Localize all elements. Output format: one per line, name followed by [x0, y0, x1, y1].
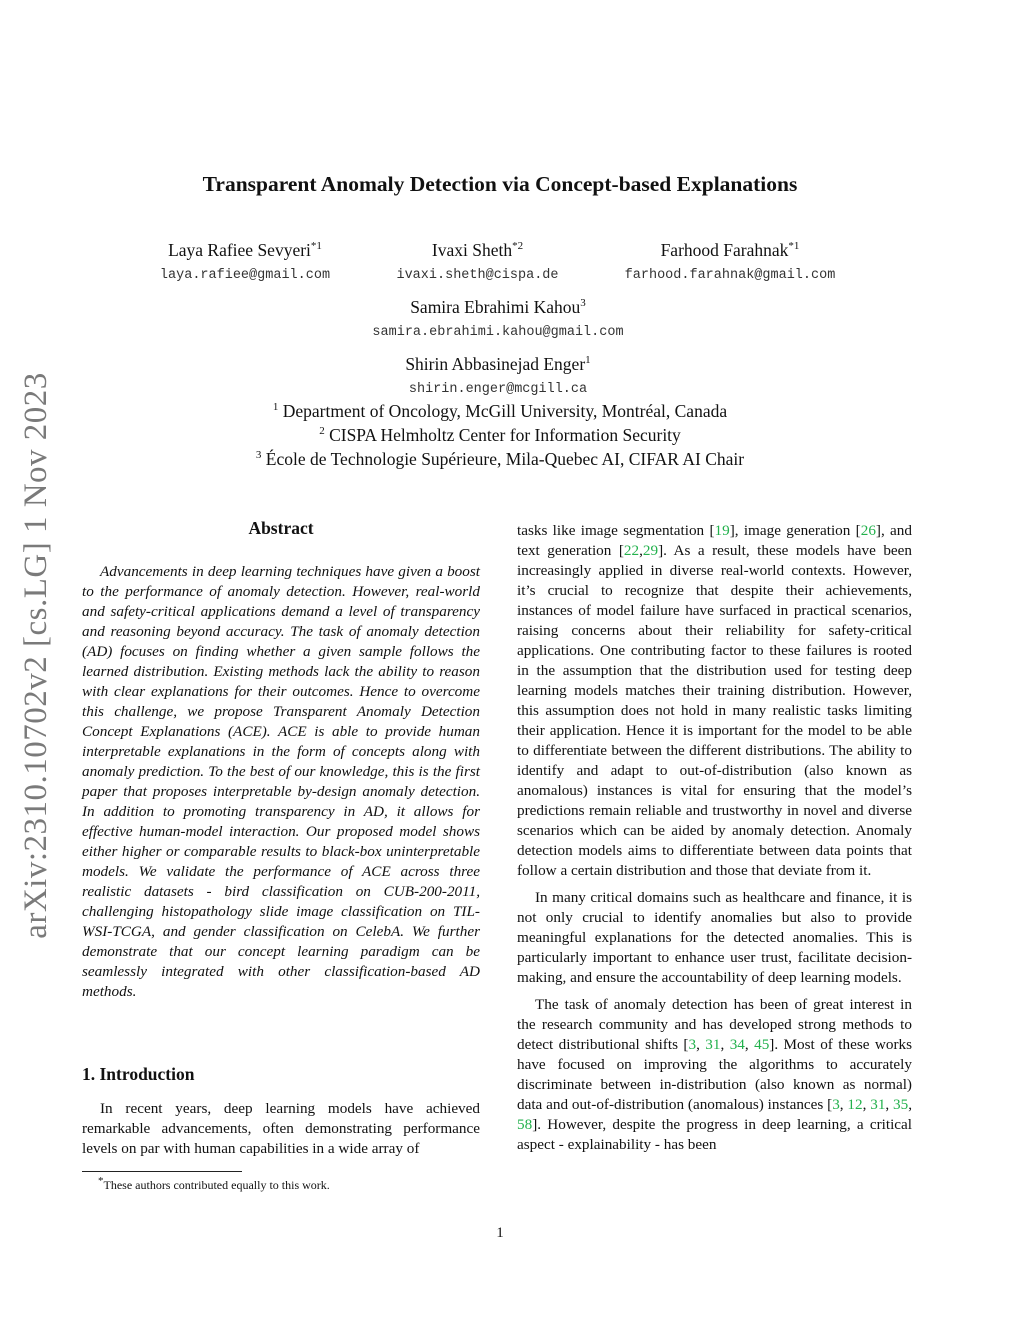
- page-number: 1: [496, 1225, 504, 1241]
- author-name: Laya Rafiee Sevyeri: [168, 240, 311, 260]
- footnote: *These authors contributed equally to this work.: [98, 1175, 330, 1192]
- citation-link[interactable]: 19: [714, 522, 730, 539]
- author-5: Shirin Abbasinejad Enger$^1$ shirin.enger@mcgill.ca: [320, 354, 676, 397]
- paragraph: tasks like image segmentation [19], image generation [26], and text generation [22,29]. As a result, these models have been increasingly applied in diverse real-world contexts. However, it’s crucial to recognize that despite their achievements, instances of model failure have surfaced in practical scenarios, raising concerns about their reliability for safety-critical applications. One contributing factor to these failures is rooted in the assumption that the distribution used for testing deep learning models matches their training distribution. However, this assumption does not hold in many realistic tasks limiting their application. Hence it is important for the model to be able to differentiate between the different distributions. The ability to identify and adapt to out-of-distribution (also known as anomalous) instances is vital for ensuring that the model’s predictions remain reliable and trustworthy in novel and diverse scenarios which can be aided by anomaly detection. Anomaly detection models aims to differentiate between data points that follow a certain distribution and those that deviate from it.: [517, 522, 912, 879]
- author-2: Ivaxi Sheth$^{*2}$ ivaxi.sheth@cispa.de: [370, 240, 585, 283]
- paragraph: In many critical domains such as healthcare and finance, it is not only crucial to identify anomalies but also to provide meaningful explanations for the detected anomalies. This is particularly important to enhance user trust, facilitate decision-making, and ensure the accountability of deep learning models.: [517, 889, 912, 986]
- intro-right-column: [517, 521, 912, 1155]
- section-heading-introduction: 1. Introduction: [82, 1064, 195, 1084]
- citation-link[interactable]: 29: [642, 542, 659, 559]
- author-email[interactable]: laya.rafiee@gmail.com: [159, 268, 331, 283]
- citation-link[interactable]: 34: [729, 1036, 745, 1053]
- citation-link[interactable]: 3: [688, 1036, 697, 1053]
- author-1: Laya Rafiee Sevyeri$^{*1}$ laya.rafiee@gmail.com: [130, 240, 360, 283]
- author-email[interactable]: shirin.enger@mcgill.ca: [408, 382, 588, 397]
- author-name: Samira Ebrahimi Kahou: [410, 297, 581, 317]
- affiliation-2: $^2$ CISPA Helmholtz Center for Information Security: [319, 425, 681, 445]
- affiliation-1: $^1$ Department of Oncology, McGill University, Montréal, Canada: [272, 401, 728, 421]
- author-email[interactable]: samira.ebrahimi.kahou@gmail.com: [372, 325, 624, 340]
- author-name: Ivaxi Sheth: [431, 240, 513, 260]
- author-name: Farhood Farahnak: [660, 240, 789, 260]
- citation-link[interactable]: 12: [847, 1096, 863, 1113]
- abstract-heading: Abstract: [248, 518, 314, 538]
- citation-link[interactable]: 35: [893, 1096, 909, 1113]
- citation-link[interactable]: 31: [870, 1096, 886, 1113]
- citation-link[interactable]: 3: [832, 1096, 840, 1113]
- paragraph: The task of anomaly detection has been of great interest in the research community and has developed strong methods to detect distributional shifts [3, 31, 34, 45]. Most of these works have focused on improving the algorithms to accurately discriminate between in-distribution (also known as normal) data and out-of-distribution (anomalous) instances [3, 12, 31, 35, 58]. However, despite the progress in deep learning, a critical aspect - explainability - has been: [517, 996, 913, 1153]
- affiliation-3: $^3$ École de Technologie Supérieure, Mila-Quebec AI, CIFAR AI Chair: [255, 449, 745, 469]
- author-3: Farhood Farahnak$^{*1}$ farhood.farahnak@gmail.com: [605, 240, 855, 283]
- citation-link[interactable]: 31: [705, 1036, 721, 1053]
- intro-left-paragraph: In recent years, deep learning models have achieved remarkable advancements, often demonstrating performance levels on par with human capabilities in a wide array of: [82, 1100, 480, 1157]
- paper-title: Transparent Anomaly Detection via Concept-based Explanations: [202, 172, 798, 196]
- citation-link[interactable]: 26: [860, 522, 876, 539]
- arxiv-watermark: arXiv:2310.10702v2 [cs.LG] 1 Nov 2023: [17, 371, 54, 939]
- author-name: Shirin Abbasinejad Enger: [405, 354, 586, 374]
- citation-link[interactable]: 58: [517, 1116, 533, 1133]
- abstract-body: Advancements in deep learning techniques have given a boost to the performance of anomaly detection. However, real-world and safety-critical applications demand a level of transparency and reasoning beyond accuracy. The task of anomaly detection (AD) focuses on finding whether a given sample follows the learned distribution. Existing methods lack the ability to reason with clear explanations for their outcomes. Hence to overcome this challenge, we propose Transparent Anomaly Detection Concept Explanations (ACE). ACE is able to provide human interpretable explanations in the form of concepts along with anomaly prediction. To the best of our knowledge, this is the first paper that proposes interpretable by-design anomaly detection. In addition to promoting transparency in AD, it allows for effective human-model interaction. Our proposed model shows either higher or comparable results to black-box uninterpretable models. We validate the performance of ACE across three realistic datasets - bird classification on CUB-200-2011, challenging histopathology slide image classification on TIL-WSI-TCGA, and gender classification on CelebA. We further demonstrate that our concept learning paradigm can be seamlessly integrated with other classification-based AD methods.: [82, 563, 480, 1000]
- footnote-divider: [82, 1171, 242, 1172]
- author-email[interactable]: farhood.farahnak@gmail.com: [624, 268, 836, 283]
- citation-link[interactable]: 22: [623, 542, 640, 559]
- citation-link[interactable]: 45: [754, 1036, 770, 1053]
- author-email[interactable]: ivaxi.sheth@cispa.de: [396, 268, 559, 283]
- author-4: Samira Ebrahimi Kahou$^3$ samira.ebrahimi.kahou@gmail.com: [320, 297, 676, 340]
